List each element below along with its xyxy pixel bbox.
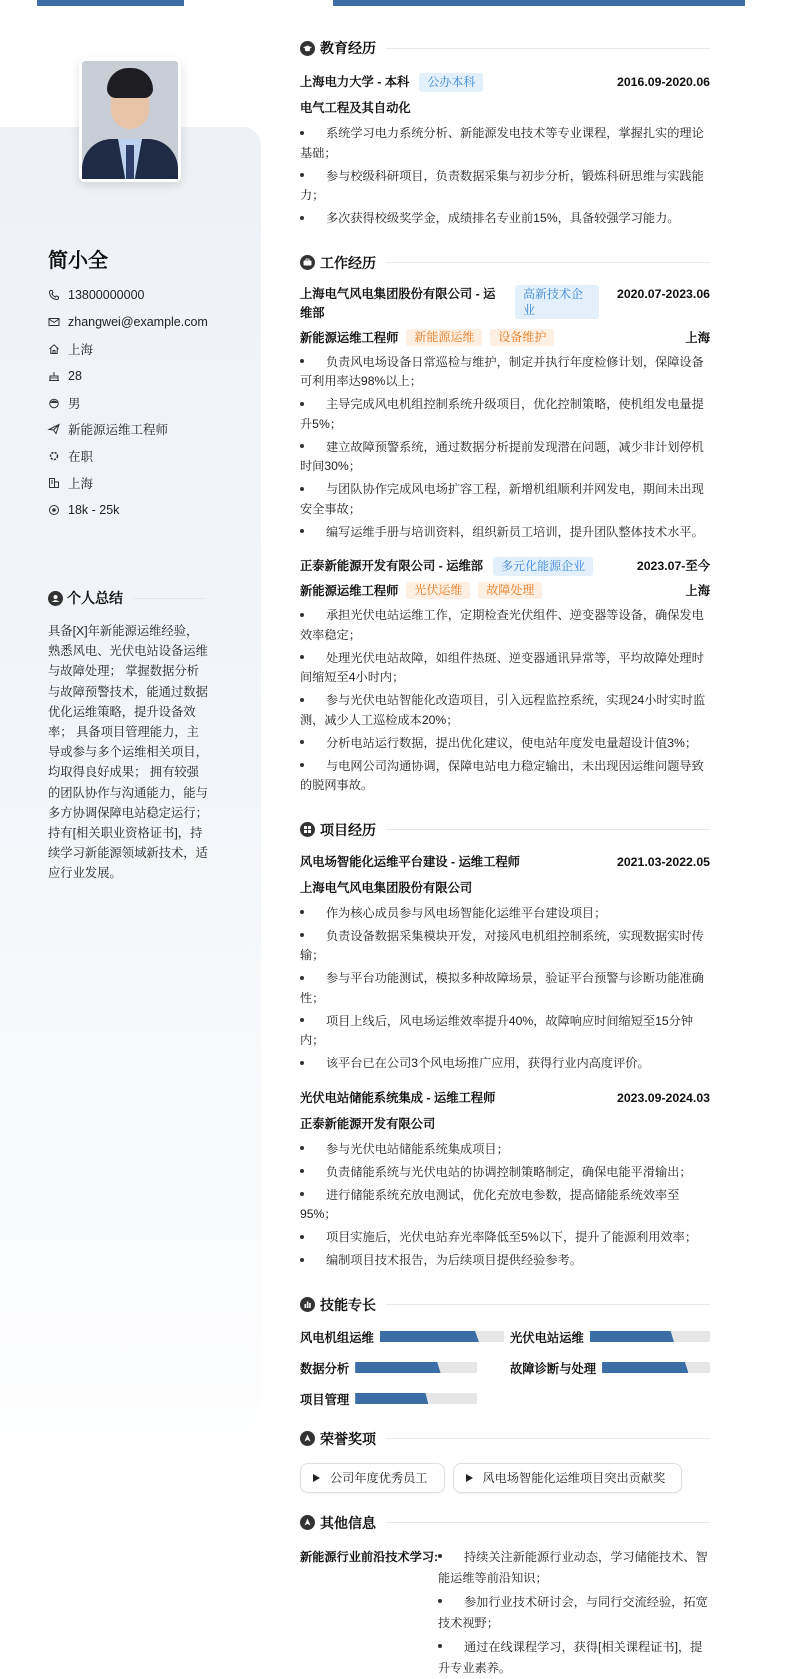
skill-item: 风电机组运维 bbox=[300, 1327, 510, 1347]
list-item: 项目实施后，光伏电站弃光率降低至5%以下，提升了能源利用效率； bbox=[300, 1228, 710, 1248]
list-item: 参与校级科研项目，负责数据采集与初步分析，锻炼科研思维与实践能力； bbox=[300, 168, 704, 202]
profile-photo bbox=[82, 61, 178, 179]
home-icon bbox=[48, 343, 60, 355]
info-phone: 13800000000 bbox=[48, 282, 208, 309]
list-item: 与团队协作完成风电场扩容工程，新增机组顺利并网发电，期间未出现安全事故； bbox=[300, 482, 704, 516]
other-section-heading: 其他信息 bbox=[300, 1513, 710, 1533]
main-content bbox=[300, 38, 710, 1679]
info-position: 新能源运维工程师 bbox=[48, 416, 208, 443]
info-location: 上海 bbox=[48, 336, 208, 363]
job-city: 上海 bbox=[685, 584, 710, 598]
skill-item: 故障诊断与处理 bbox=[510, 1358, 710, 1378]
divider bbox=[386, 1438, 710, 1439]
job-role: 新能源运维工程师 bbox=[300, 584, 399, 598]
project-date: 2023.09-2024.03 bbox=[617, 1090, 710, 1105]
other-info bbox=[300, 1547, 710, 1679]
list-item: 持续关注新能源行业动态，学习储能技术、智能运维等前沿知识； bbox=[438, 1547, 710, 1589]
list-item: 参与平台功能测试，模拟多种故障场景，验证平台预警与诊断功能准确性； bbox=[300, 971, 704, 1005]
awards-section-heading: 荣誉奖项 bbox=[300, 1429, 710, 1449]
list-item: 负责设备数据采集模块开发，对接风电机组控制系统，实现数据实时传输； bbox=[300, 928, 704, 962]
company-name: 正泰新能源开发有限公司 - 运维部 bbox=[300, 559, 484, 573]
grid-icon bbox=[300, 822, 315, 837]
building-icon bbox=[48, 477, 60, 489]
work-date: 2023.07-至今 bbox=[636, 559, 710, 573]
cake-icon bbox=[48, 370, 60, 382]
list-item: 参与光伏电站智能化改造项目，引入远程监控系统，实现24小时实时监测，减少人工巡检成本20%； bbox=[300, 693, 706, 727]
project-company: 上海电气风电集团股份有限公司 bbox=[300, 880, 473, 895]
award-icon bbox=[300, 1431, 315, 1446]
divider bbox=[386, 1522, 710, 1523]
project-name: 风电场智能化运维平台建设 - 运维工程师 bbox=[300, 854, 520, 869]
skill-item: 项目管理 bbox=[300, 1389, 510, 1409]
work-bullets bbox=[300, 353, 710, 543]
work-entry bbox=[300, 557, 710, 796]
awards-list bbox=[300, 1463, 710, 1493]
school-name: 上海电力大学 - 本科 bbox=[300, 75, 410, 89]
avatar bbox=[79, 58, 181, 182]
info-status: 在职 bbox=[48, 443, 208, 470]
skill-tag: 故障处理 bbox=[478, 582, 542, 599]
list-item: 多次获得校级奖学金，成绩排名专业前15%，具备较强学习能力。 bbox=[300, 209, 710, 229]
skill-bar bbox=[355, 1393, 477, 1404]
list-item: 编写运维手册与培训资料，组织新员工培训，提升团队整体技术水平。 bbox=[300, 523, 710, 543]
list-item: 项目上线后，风电场运维效率提升40%，故障响应时间缩短至15分钟内； bbox=[300, 1013, 694, 1047]
summary-text: 具备[X]年新能源运维经验，熟悉风电、光伏电站设备运维与故障处理； 掌握数据分析与故障预警技术，能通过数据优化运维策略，提升设备效率； 具备项目管理能力，主导或参与多个运维相关项目，均取得良好成果； 拥有较强的团队协作与沟通能力，能与多方协调保障电站稳定运行； 持有[相关职业资格证书]，持续学习新能源领域新技术，适应行业发展。 bbox=[48, 624, 208, 881]
list-item: 处理光伏电站故障，如组件热斑、逆变器通讯异常等，平均故障处理时间缩短至4小时内； bbox=[300, 650, 704, 684]
job-city: 上海 bbox=[685, 330, 710, 345]
info-gender: 男 bbox=[48, 389, 208, 416]
play-triangle-icon bbox=[466, 1474, 473, 1482]
skills-section-heading: 技能专长 bbox=[300, 1295, 710, 1315]
divider bbox=[386, 262, 710, 263]
briefcase-icon bbox=[300, 255, 315, 270]
skill-bar bbox=[380, 1331, 504, 1342]
skill-tag: 光伏运维 bbox=[406, 582, 470, 599]
list-item: 作为核心成员参与风电场智能化运维平台建设项目； bbox=[300, 904, 710, 924]
target-icon bbox=[48, 504, 60, 516]
projects-section-heading: 项目经历 bbox=[300, 820, 710, 840]
skill-item: 数据分析 bbox=[300, 1358, 510, 1378]
award-badge: 公司年度优秀员工 bbox=[300, 1463, 445, 1493]
phone-icon bbox=[48, 289, 60, 301]
project-entry bbox=[300, 1089, 710, 1271]
paper-plane-icon bbox=[48, 423, 60, 435]
info-salary: 18k - 25k bbox=[48, 496, 208, 523]
list-item: 编制项目技术报告，为后续项目提供经验参考。 bbox=[300, 1251, 710, 1271]
top-accent-bar-left bbox=[37, 0, 184, 6]
education-date: 2016.09-2020.06 bbox=[617, 75, 710, 89]
education-section-heading: 教育经历 bbox=[300, 38, 710, 58]
info-email: zhangwei@example.com bbox=[48, 309, 208, 336]
divider bbox=[386, 1304, 710, 1305]
education-entry bbox=[300, 73, 710, 92]
list-item: 负责储能系统与光伏电站的协调控制策略制定，确保电能平滑输出； bbox=[300, 1163, 710, 1183]
work-date: 2020.07-2023.06 bbox=[617, 286, 710, 301]
skills-grid bbox=[300, 1327, 710, 1409]
work-section-heading: 工作经历 bbox=[300, 253, 710, 273]
list-item: 参与光伏电站储能系统集成项目； bbox=[300, 1140, 710, 1160]
list-item: 建立故障预警系统，通过数据分析提前发现潜在问题，减少非计划停机时间30%； bbox=[300, 439, 704, 473]
divider bbox=[386, 829, 710, 830]
info-award-icon bbox=[300, 1515, 315, 1530]
major: 电气工程及其自动化 bbox=[300, 101, 411, 115]
contact-info-list bbox=[48, 282, 208, 523]
skill-bar bbox=[602, 1362, 710, 1373]
mail-icon bbox=[48, 316, 60, 328]
person-face-icon bbox=[48, 397, 60, 409]
school-tag: 公办本科 bbox=[419, 73, 483, 92]
list-item: 承担光伏电站运维工作，定期检查光伏组件、逆变器等设备，确保发电效率稳定； bbox=[300, 608, 704, 642]
company-tag: 高新技术企业 bbox=[515, 285, 599, 319]
company-tag: 多元化能源企业 bbox=[493, 557, 593, 576]
project-entry bbox=[300, 853, 710, 1074]
company-name: 上海电气风电集团股份有限公司 - 运维部 bbox=[300, 286, 496, 320]
job-role: 新能源运维工程师 bbox=[300, 330, 399, 345]
list-item: 系统学习电力系统分析、新能源发电技术等专业课程，掌握扎实的理论基础； bbox=[300, 126, 704, 160]
user-circle-icon bbox=[48, 591, 63, 606]
list-item: 与电网公司沟通协调，保障电站电力稳定输出，未出现因运维问题导致的脱网事故。 bbox=[300, 758, 704, 792]
project-bullets bbox=[300, 1140, 710, 1271]
info-age: 28 bbox=[48, 362, 208, 389]
other-label: 新能源行业前沿技术学习: bbox=[300, 1549, 439, 1564]
divider bbox=[386, 48, 710, 49]
skill-bar bbox=[355, 1362, 477, 1373]
list-item: 负责风电场设备日常巡检与维护，制定并执行年度检修计划，保障设备可利用率达98%以上； bbox=[300, 354, 704, 388]
project-name: 光伏电站储能系统集成 - 运维工程师 bbox=[300, 1090, 496, 1105]
project-date: 2021.03-2022.05 bbox=[617, 854, 710, 869]
list-item: 分析电站运行数据，提出优化建议，使电站年度发电量超设计值3%； bbox=[300, 734, 710, 754]
work-entry bbox=[300, 285, 710, 543]
summary-section-heading: 个人总结 bbox=[48, 588, 206, 608]
list-item: 主导完成风电机组控制系统升级项目，优化控制策略，使机组发电量提升5%； bbox=[300, 397, 704, 431]
skill-tag: 新能源运维 bbox=[406, 329, 482, 346]
status-gear-icon bbox=[48, 450, 60, 462]
graduation-cap-icon bbox=[300, 41, 315, 56]
list-item: 通过在线课程学习，获得[相关课程证书]，提升专业素养。 bbox=[438, 1637, 710, 1679]
education-bullets bbox=[300, 124, 710, 229]
award-badge: 风电场智能化运维项目突出贡献奖 bbox=[453, 1463, 683, 1493]
skill-item: 光伏电站运维 bbox=[510, 1327, 710, 1347]
project-company: 正泰新能源开发有限公司 bbox=[300, 1116, 436, 1131]
skill-tag: 设备维护 bbox=[490, 329, 554, 346]
play-triangle-icon bbox=[313, 1474, 320, 1482]
info-target-city: 上海 bbox=[48, 470, 208, 497]
list-item: 该平台已在公司3个风电场推广应用，获得行业内高度评价。 bbox=[300, 1054, 710, 1074]
list-item: 进行储能系统充放电测试，优化充放电参数，提高储能系统效率至95%； bbox=[300, 1187, 680, 1221]
list-item: 参加行业技术研讨会，与同行交流经验，拓宽技术视野； bbox=[438, 1592, 710, 1634]
divider bbox=[133, 598, 206, 599]
project-bullets bbox=[300, 904, 710, 1074]
bar-chart-icon bbox=[300, 1297, 315, 1312]
work-bullets bbox=[300, 606, 710, 796]
candidate-name: 简小全 bbox=[48, 250, 108, 272]
skill-bar bbox=[590, 1331, 710, 1342]
other-bullets bbox=[438, 1547, 710, 1679]
top-accent-bar-right bbox=[333, 0, 745, 6]
